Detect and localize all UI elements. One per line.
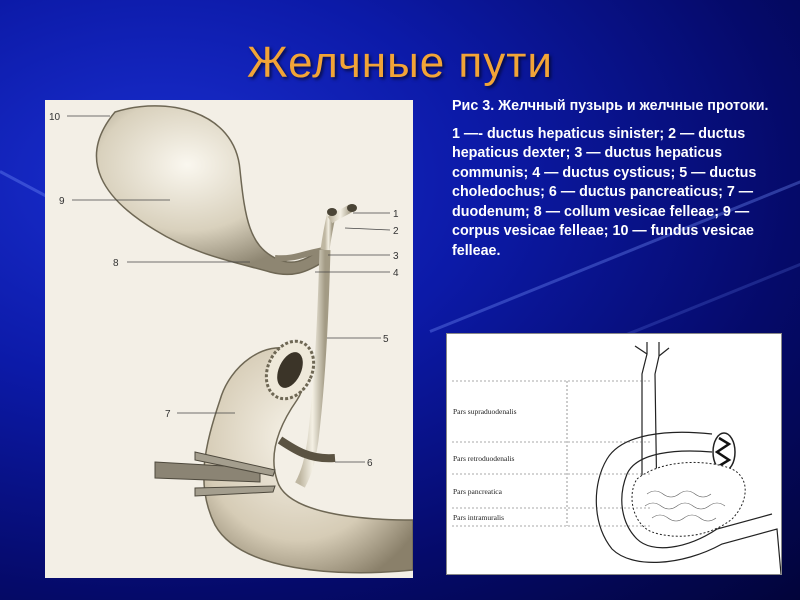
label-10: 10 — [49, 112, 61, 123]
figure-caption — [452, 97, 782, 269]
label-5: 5 — [383, 334, 389, 345]
label-6: 6 — [367, 458, 373, 469]
gallbladder-drawing — [45, 100, 413, 578]
label-1: 1 — [393, 209, 399, 220]
pars-supraduodenalis-label: Pars supraduodenalis — [453, 407, 517, 416]
pars-retroduodenalis-label: Pars retroduodenalis — [453, 454, 515, 463]
label-3: 3 — [393, 251, 399, 262]
label-4: 4 — [393, 268, 399, 279]
slide-title: Желчные пути — [247, 38, 553, 87]
label-8: 8 — [113, 258, 119, 269]
schematic-drawing — [447, 334, 781, 574]
schematic-pancreas — [632, 462, 745, 536]
duct-lumen — [347, 204, 357, 212]
label-2: 2 — [393, 226, 399, 237]
bile-duct-schematic — [446, 333, 782, 575]
duct-lumen — [327, 208, 337, 216]
pars-pancreatica-label: Pars pancreatica — [453, 487, 502, 496]
gallbladder-body — [96, 106, 323, 275]
caption-heading: Рис 3. Желчный пузырь и желчные протоки. — [452, 98, 769, 114]
gallbladder-illustration — [45, 100, 413, 578]
caption-legend: 1 —- ductus hepaticus sinister; 2 — ductus hepaticus dexter; 3 — ductus hepaticus communis; 4 — ductus cysticus; 5 — ductus choledochus; 6 — ductus pancreaticus; 7 — duodenum; 8 — collum vesicae felleae; 9 — corpus vesicae felleae; 10 — fundus vesicae felleae. — [452, 125, 757, 259]
pars-intramuralis-label: Pars intramuralis — [453, 513, 505, 522]
label-9: 9 — [59, 196, 65, 207]
label-7: 7 — [165, 409, 171, 420]
